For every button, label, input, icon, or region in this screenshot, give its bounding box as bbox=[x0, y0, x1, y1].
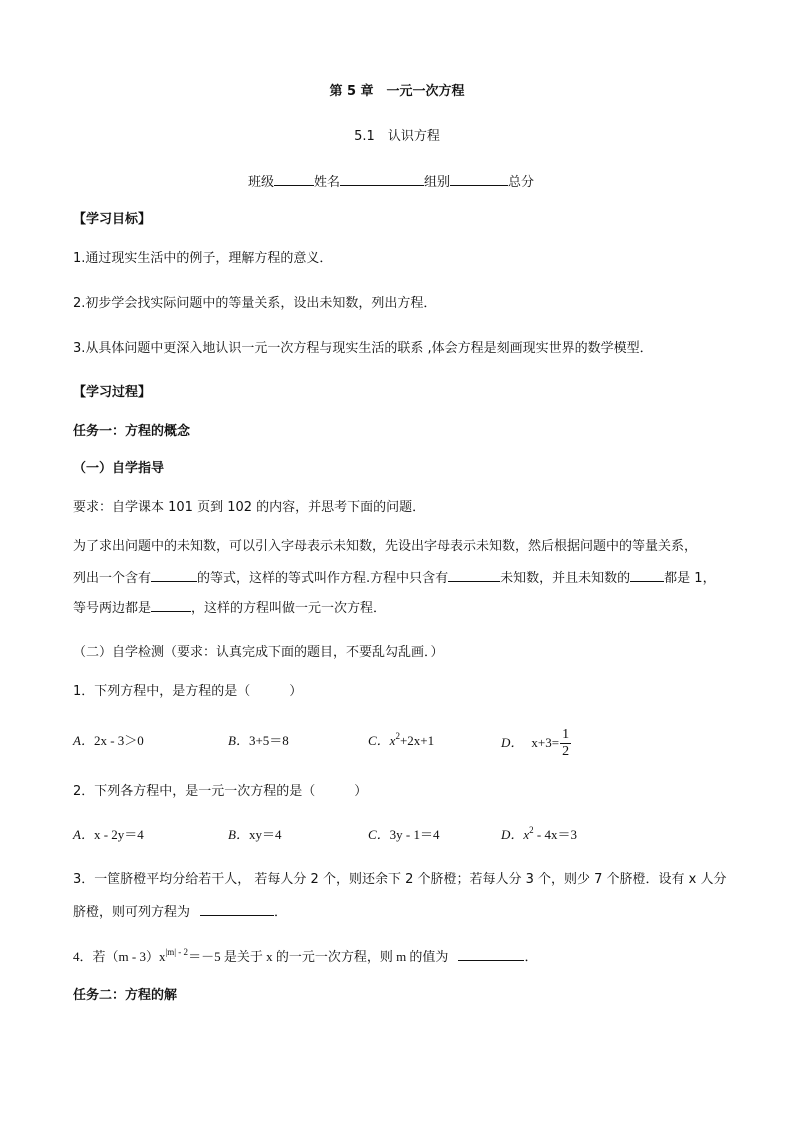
option-label: A． bbox=[73, 733, 94, 748]
q3-answer-blank[interactable] bbox=[200, 902, 274, 916]
q4-period: ． bbox=[524, 949, 538, 964]
exponent: 2 bbox=[529, 825, 534, 835]
concept-paragraph-line-3 bbox=[73, 598, 386, 618]
name-label: 姓名 bbox=[314, 175, 341, 190]
q1-option-d[interactable] bbox=[501, 726, 571, 760]
goal-item-2: 2.初步学会找实际问题中的等量关系，设出未知数，列出方程． bbox=[73, 296, 437, 311]
section-title: 5.1 认识方程 bbox=[354, 129, 440, 144]
check-heading: （二）自学检测（要求：认真完成下面的题目，不要乱勾乱画．） bbox=[73, 645, 444, 660]
goal-item-1: 1.通过现实生活中的例子，理解方程的意义． bbox=[73, 251, 333, 266]
concept-paragraph-line-1: 为了求出问题中的未知数，可以引入字母表示未知数，先设出字母表示未知数，然后根据问题中的等量关系， bbox=[73, 539, 698, 554]
chapter-title: 第 5 章 一元一次方程 bbox=[329, 84, 465, 99]
question-4 bbox=[73, 947, 537, 966]
fill-blank-1[interactable] bbox=[151, 568, 197, 582]
option-text: +2x+1 bbox=[399, 733, 435, 748]
concept-paragraph-line-2 bbox=[73, 568, 716, 588]
para-text: 都是 1， bbox=[664, 571, 716, 586]
question-1-stem: 1．下列方程中，是方程的是（ ） bbox=[73, 684, 303, 699]
q4-answer-blank[interactable] bbox=[458, 947, 524, 961]
fill-blank-3[interactable] bbox=[630, 568, 664, 582]
option-label: C． bbox=[368, 733, 390, 748]
option-label: D． bbox=[501, 827, 524, 842]
fill-blank-4[interactable] bbox=[151, 598, 191, 612]
process-heading: 【学习过程】 bbox=[73, 385, 152, 400]
option-text: 3y - 1＝4 bbox=[389, 827, 440, 842]
option-label: B． bbox=[228, 827, 249, 842]
goal-item-3: 3.从具体问题中更深入地认识一元一次方程与现实生活的联系 ,体会方程是刻画现实世界的数学模型． bbox=[73, 341, 653, 356]
option-text: x+3= bbox=[531, 735, 560, 750]
guide-heading: （一）自学指导 bbox=[73, 461, 165, 476]
question-2-stem: 2．下列各方程中，是一元一次方程的是（ ） bbox=[73, 784, 368, 799]
q4-text: ＝－5 是关于 x 的一元一次方程，则 m 的值为 bbox=[188, 949, 449, 964]
q3-period: ． bbox=[274, 905, 288, 920]
option-text: x - 2y＝4 bbox=[93, 827, 144, 842]
para-text: ，这样的方程叫做一元一次方程． bbox=[191, 601, 387, 616]
option-text: 2x - 3＞0 bbox=[93, 733, 144, 748]
para-text: 未知数，并且未知数的 bbox=[500, 571, 631, 586]
option-text: - 4x＝3 bbox=[533, 827, 578, 842]
q1-option-b[interactable] bbox=[228, 732, 289, 750]
para-text: 列出一个含有 bbox=[73, 571, 152, 586]
option-label: C． bbox=[368, 827, 390, 842]
fraction-numerator: 1 bbox=[562, 726, 570, 742]
q2-option-c[interactable] bbox=[368, 826, 440, 844]
fraction-denominator: 2 bbox=[562, 743, 570, 759]
para-text: 等号两边都是 bbox=[73, 601, 152, 616]
task1-heading: 任务一：方程的概念 bbox=[73, 424, 191, 439]
exponent: |m| - 2 bbox=[165, 947, 189, 957]
task2-heading: 任务二：方程的解 bbox=[73, 988, 178, 1003]
option-text: 3+5＝8 bbox=[248, 733, 289, 748]
goals-heading: 【学习目标】 bbox=[73, 212, 152, 227]
option-text: x bbox=[523, 827, 530, 842]
para-text: 的等式，这样的等式叫作方程.方程中只含有 bbox=[197, 571, 449, 586]
q3-text: 脐橙，则可列方程为 bbox=[73, 905, 191, 920]
q4-text: 4．若（m - 3）x bbox=[73, 949, 166, 964]
name-blank[interactable] bbox=[340, 172, 424, 186]
option-label: A． bbox=[73, 827, 94, 842]
q2-option-a[interactable] bbox=[73, 826, 144, 844]
group-label: 组别 bbox=[424, 175, 451, 190]
q1-option-a[interactable] bbox=[73, 732, 144, 750]
option-label: D． bbox=[501, 735, 524, 750]
exponent: 2 bbox=[395, 731, 400, 741]
student-info-line bbox=[248, 172, 534, 192]
class-blank[interactable] bbox=[274, 172, 314, 186]
option-text: xy＝4 bbox=[248, 827, 282, 842]
total-label: 总分 bbox=[508, 175, 535, 190]
q1-option-c[interactable] bbox=[368, 732, 434, 750]
q2-option-b[interactable] bbox=[228, 826, 281, 844]
q2-option-d[interactable] bbox=[501, 826, 577, 844]
group-blank[interactable] bbox=[450, 172, 508, 186]
question-3-line-2 bbox=[73, 902, 287, 922]
fraction bbox=[560, 728, 571, 759]
class-label: 班级 bbox=[248, 175, 275, 190]
option-text: x bbox=[389, 733, 396, 748]
requirement-text: 要求：自学课本 101 页到 102 的内容，并思考下面的问题． bbox=[73, 500, 426, 515]
question-3-line-1: 3．一筐脐橙平均分给若干人， 若每人分 2 个，则还余下 2 个脐橙；若每人分 3 个，则少 7 个脐橙．设有 x 人分 bbox=[73, 872, 727, 887]
fill-blank-2[interactable] bbox=[448, 568, 500, 582]
option-label: B． bbox=[228, 733, 249, 748]
